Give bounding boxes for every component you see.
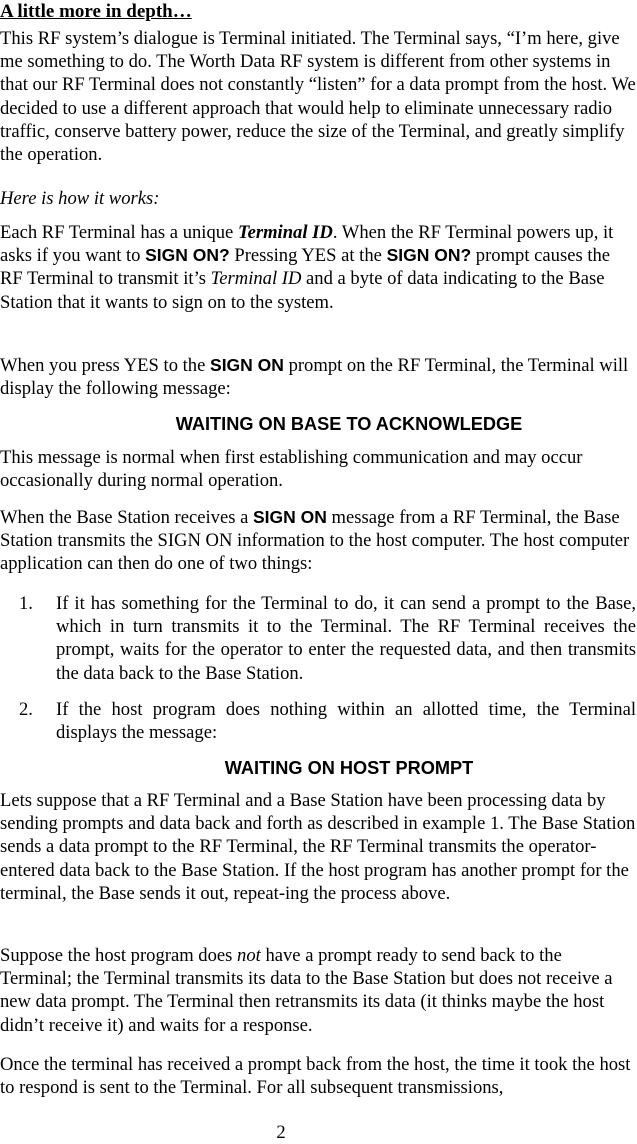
message-waiting-base: WAITING ON BASE TO ACKNOWLEDGE: [175, 414, 523, 434]
list-item-number: 2.: [19, 699, 33, 720]
base-receives-paragraph: When the Base Station receives a SIGN ON message from a RF Terminal, the Base Station transmits the SIGN ON information to the host computer. The host computer application can then do one of two things:: [0, 507, 630, 575]
section-heading: A little more in depth…: [0, 1, 192, 22]
sign-on-paragraph: When you press YES to the SIGN ON prompt on the RF Terminal, the Terminal will display the following message:: [0, 355, 629, 400]
list-item-text: If it has something for the Terminal to do, it can send a prompt to the Base, which in turn transmits it to the Terminal. The RF Terminal receives the prompt, waits for the operator to enter the requested data, and then transmits the data back to the Base Station.: [56, 593, 636, 684]
page-number: 2: [276, 1122, 286, 1143]
no-prompt-paragraph: Suppose the host program does not have a prompt ready to send back to the Terminal; the Terminal transmits its data to the Base Station but does not receive a new data prompt. The Terminal then retransmits its data (it thinks maybe the host didn’t receive it) and waits for a response.: [0, 945, 613, 1036]
how-it-works-label: Here is how it works:: [0, 188, 160, 209]
list-item-text: If the host program does nothing within an allotted time, the Terminal displays the message:: [56, 699, 636, 744]
processing-paragraph: Lets suppose that a RF Terminal and a Base Station have been processing data by sending prompts and data back and forth as described in example 1. The Base Station sends a data prompt to the RF Terminal, the RF Terminal transmits the operator-entered data back to the Base Station. If the host program has another prompt for the terminal, the Base sends it out, repeat-ing the process above.: [0, 790, 636, 904]
intro-paragraph: This RF system’s dialogue is Terminal initiated. The Terminal says, “I’m here, give me something to do. The Worth Data RF system is different from other systems in that our RF Terminal does not constantly “listen” for a data prompt from the host. We decided to use a different approach that would help to eliminate unnecessary radio traffic, conserve battery power, reduce the size of the Terminal, and greatly simplify the operation.: [0, 28, 636, 166]
response-time-paragraph: Once the terminal has received a prompt back from the host, the time it took the host to respond is sent to the Terminal. For all subsequent transmissions,: [0, 1054, 631, 1099]
normal-message-paragraph: This message is normal when first establishing communication and may occur occasionally during normal operation.: [0, 447, 583, 492]
message-waiting-host: WAITING ON HOST PROMPT: [224, 758, 474, 778]
terminal-id-paragraph: Each RF Terminal has a unique Terminal ID. When the RF Terminal powers up, it asks if you want to SIGN ON? Pressing YES at the SIGN ON? prompt causes the RF Terminal to transmit it’s Terminal ID and a byte of data indicating to the Base Station that it wants to sign on to the system.: [0, 222, 614, 313]
list-item-number: 1.: [19, 593, 33, 614]
